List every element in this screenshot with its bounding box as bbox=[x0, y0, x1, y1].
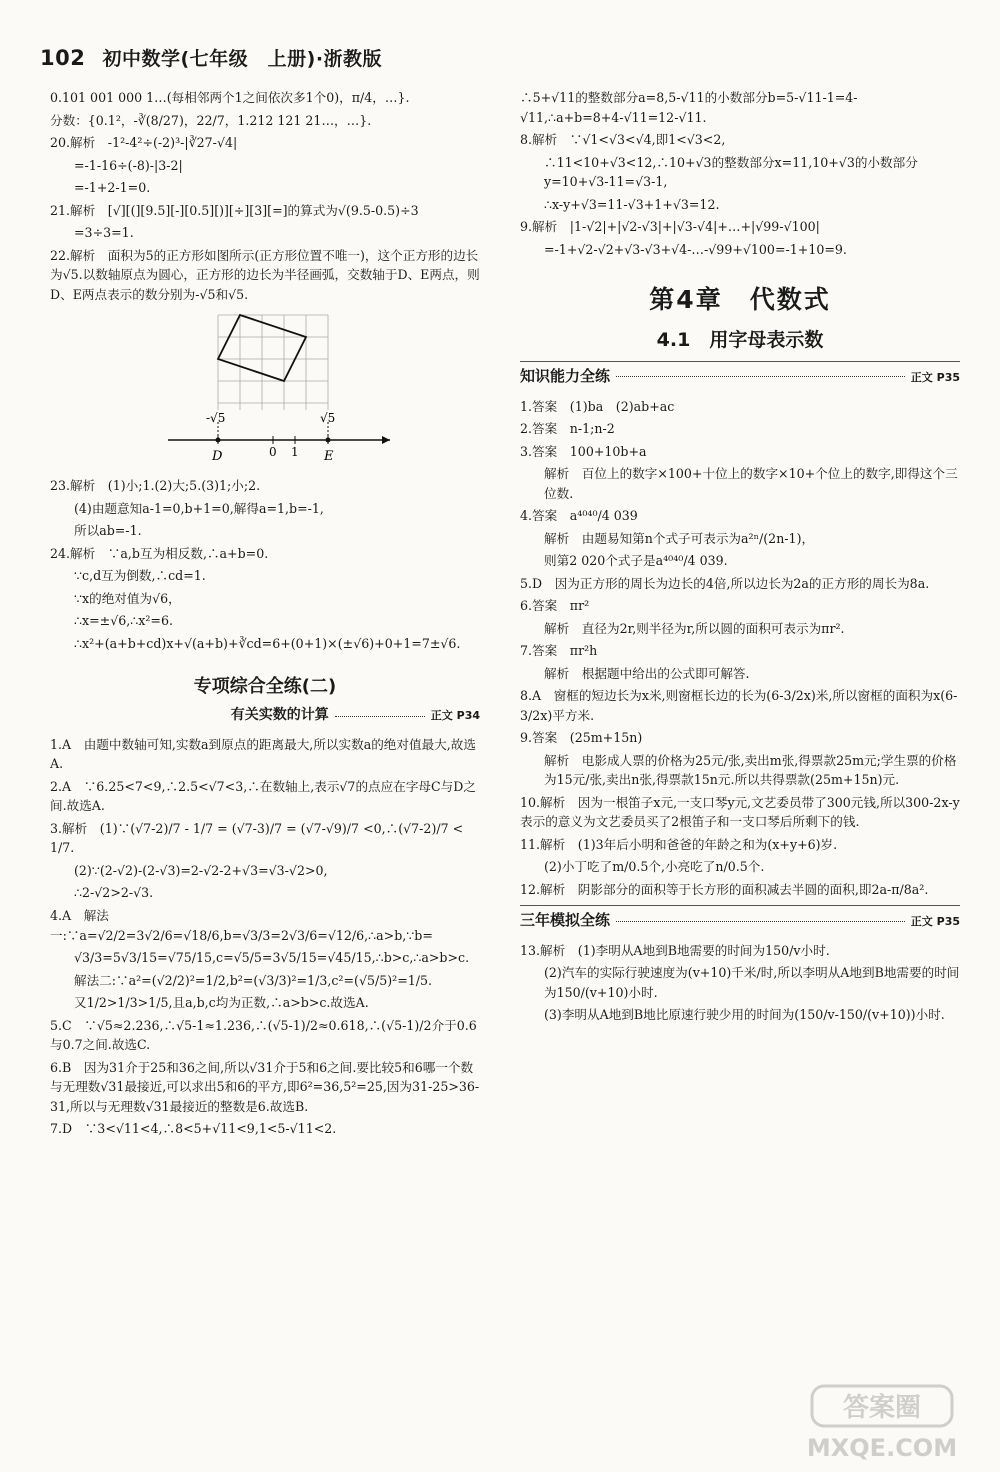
page-ref: 正文 P35 bbox=[910, 915, 960, 929]
exercise-bar-title: 三年模拟全练 bbox=[520, 911, 611, 930]
left-column bbox=[50, 88, 480, 1142]
left-line: 4.A 解法一:∵a=√2/2=3√2/6=√18/6,b=√3/3=2√3/6=√12/6,∴a>b,∵b= bbox=[50, 907, 433, 943]
tick-0: 0 bbox=[269, 445, 277, 460]
answer-line: 解析 直径为2r,则半径为r,所以圆的面积可表示为πr². bbox=[544, 620, 845, 636]
left-line: ∵x的绝对值为√6， bbox=[74, 590, 181, 606]
right-line: ∴x-y+√3=11-√3+1+√3=12. bbox=[544, 196, 720, 212]
right-line: =-1+√2-√2+√3-√3+√4-…-√99+√100=-1+10=9. bbox=[544, 241, 847, 257]
page-header bbox=[40, 44, 382, 71]
left-line: 5.C ∵√5≈2.236,∴√5-1≈1.236,∴(√5-1)/2≈0.618,∴(√5-1)/2介于0.6与0.7之间.故选C. bbox=[50, 1017, 477, 1053]
left-line: 分数：{0.1²，-∛(8/27)，22/7，1.212 121 21…，…}. bbox=[50, 112, 372, 128]
left-line: 22.解析 面积为5的正方形如图所示(正方形位置不唯一)，这个正方形的边长为√5.以数轴原点为圆心，正方形的边长为半径画弧，交数轴于D、E两点，则D、E两点表示的数分别为-√5和√5. bbox=[50, 247, 480, 302]
answer-line: 11.解析 (1)3年后小明和爸爸的年龄之和为(x+y+6)岁. bbox=[520, 836, 838, 852]
left-line: 20.解析 -1²-4²÷(-2)³-|∛27-√4| bbox=[50, 135, 238, 151]
answer-line: (2)小丁吃了m/0.5个,小亮吃了n/0.5个. bbox=[544, 859, 765, 875]
left-line: 3.解析 (1)∵(√7-2)/7 - 1/7 = (√7-3)/7 = (√7-√9)/7 <0,∴(√7-2)/7 < 1/7. bbox=[50, 820, 464, 856]
answer-line: 5.D 因为正方形的周长为边长的4倍,所以边长为2a的正方形的周长为8a. bbox=[520, 575, 930, 591]
exercise-bar-title: 知识能力全练 bbox=[520, 367, 611, 386]
left-line: 7.D ∵3<√11<4,∴8<5+√11<9,1<5-√11<2. bbox=[50, 1121, 337, 1137]
exercise-bar-1 bbox=[520, 361, 960, 388]
answer-line: 解析 由题易知第n个式子可表示为a²ⁿ/(2n-1)， bbox=[544, 530, 815, 546]
right-line: ∴11<10+√3<12,∴10+√3的整数部分x=11,10+√3的小数部分y=10+√3-11=√3-1, bbox=[544, 154, 918, 190]
answer-line: 则第2 020个式子是a⁴⁰⁴⁰/4 039. bbox=[544, 553, 728, 569]
leader-dots bbox=[616, 376, 905, 377]
watermark-mark: 答案圈 bbox=[842, 1393, 922, 1423]
square-number-line-figure bbox=[168, 310, 398, 470]
left-line: 0.101 001 000 1…(每相邻两个1之间依次多1个0)，π/4，…}. bbox=[50, 90, 410, 105]
left-line: (2)∵(2-√2)-(2-√3)=2-√2-2+√3=√3-√2>0, bbox=[74, 862, 328, 878]
left-line: =-1-16÷(-8)-|3-2| bbox=[74, 157, 183, 173]
page-ref: 正文 P35 bbox=[910, 371, 960, 385]
left-line: 24.解析 ∵a,b互为相反数,∴a+b=0. bbox=[50, 545, 269, 561]
left-line: 21.解析 [√][(][9.5][-][0.5][)][÷][3][=]的算式为√(9.5-0.5)÷3 bbox=[50, 202, 419, 218]
answer-line: (2)汽车的实际行驶速度为(v+10)千米/时,所以李明从A地到B地需要的时间为150/(v+10)小时. bbox=[544, 965, 960, 1000]
exercise-bar-2 bbox=[520, 905, 960, 932]
answer-line: 10.解析 因为一根笛子x元,一支口琴y元,文艺委员带了300元钱,所以300-2x-y表示的意义为文艺委员买了2根笛子和一支口琴后所剩下的钱. bbox=[520, 794, 960, 830]
right-line: 8.解析 ∵√1<√3<√4,即1<√3<2, bbox=[520, 132, 726, 148]
answer-line: 1.答案 (1)ba (2)ab+ac bbox=[520, 398, 675, 414]
label-d: D bbox=[212, 449, 223, 465]
label-sqrt5: √5 bbox=[320, 411, 336, 426]
point-d bbox=[216, 438, 221, 443]
left-line: (4)由题意知a-1=0,b+1=0,解得a=1,b=-1, bbox=[74, 500, 324, 516]
left-line: ∴2-√2>2-√3. bbox=[74, 885, 154, 901]
left-line: 又1/2>1/3>1/5,且a,b,c均为正数,∴a>b>c.故选A. bbox=[74, 995, 369, 1011]
answer-line: 4.答案 a⁴⁰⁴⁰/4 039 bbox=[520, 508, 638, 524]
answer-line: 解析 百位上的数字×100+十位上的数字×10+个位上的数字,即得这个三位数. bbox=[544, 466, 958, 501]
page-number: 102 bbox=[40, 46, 86, 70]
left-line: 6.B 因为31介于25和36之间,所以√31介于5和6之间.要比较5和6哪一个数与无理数√31最接近,可以求出5和6的平方,即6²=36,5²=25,因为31-25>36-31,所以与无理数√31最接近的整数是6.故选B. bbox=[50, 1059, 480, 1114]
answer-line: 2.答案 n-1;n-2 bbox=[520, 421, 615, 437]
leader-dots bbox=[616, 921, 905, 922]
answer-line: 13.解析 (1)李明从A地到B地需要的时间为150/v小时. bbox=[520, 942, 830, 958]
left-line: ∵c,d互为倒数,∴cd=1. bbox=[74, 568, 206, 584]
right-line: 9.解析 |1-√2|+|√2-√3|+|√3-√4|+…+|√99-√100| bbox=[520, 219, 820, 235]
left-line: 1.A 由题中数轴可知,实数a到原点的距离最大,所以实数a的绝对值最大,故选A. bbox=[50, 736, 476, 772]
tick-1: 1 bbox=[291, 445, 299, 460]
answer-line: 9.答案 (25m+15n) bbox=[520, 730, 643, 746]
answer-line: 12.解析 阴影部分的面积等于长方形的面积减去半圆的面积,即2a-π/8a². bbox=[520, 881, 929, 897]
right-column bbox=[520, 88, 960, 1028]
subsection-heading bbox=[50, 705, 480, 727]
label-neg-sqrt5: -√5 bbox=[206, 411, 226, 426]
page-ref: 正文 P34 bbox=[430, 709, 480, 723]
special-section-title: 专项综合全练(二) bbox=[193, 676, 337, 698]
answer-line: 解析 电影成人票的价格为25元/张,卖出m张,得票款25m元;学生票的价格为15元/张,卖出n张,得票款15n元.所以共得票款(25m+15n)元. bbox=[544, 752, 957, 788]
chapter-title: 第4章 代数式 bbox=[649, 285, 831, 315]
right-line: ∴5+√11的整数部分a=8,5-√11的小数部分b=5-√11-1=4-√11,∴a+b=8+4-√11=12-√11. bbox=[520, 90, 858, 125]
left-line: 2.A ∵6.25<7<9,∴2.5<√7<3,∴在数轴上,表示√7的点应在字母C与D之间.故选A. bbox=[50, 778, 476, 814]
watermark-svg bbox=[792, 1384, 972, 1464]
answer-line: 6.答案 πr² bbox=[520, 598, 590, 614]
figure-svg bbox=[168, 310, 398, 470]
answer-line: 8.A 窗框的短边长为x米,则窗框长边的长为(6-3/2x)米,所以窗框的面积为x(6-3/2x)平方米. bbox=[520, 688, 958, 723]
watermark-logo bbox=[792, 1384, 972, 1464]
left-line: √3/3=5√3/15=√75/15,c=√5/5=3√5/15=√45/15,∴b>c,∴a>b>c. bbox=[74, 950, 470, 966]
left-line: =-1+2-1=0. bbox=[74, 180, 151, 196]
answer-line: 解析 根据题中给出的公式即可解答. bbox=[544, 665, 750, 681]
answer-line: 3.答案 100+10b+a bbox=[520, 443, 647, 459]
left-line: =3÷3=1. bbox=[74, 225, 134, 241]
left-line: 23.解析 (1)小;1.(2)大;5.(3)1;小;2. bbox=[50, 478, 261, 494]
left-line: 解法二:∵a²=(√2/2)²=1/2,b²=(√3/3)²=1/3,c²=(√5/5)²=1/5. bbox=[74, 972, 433, 988]
book-title: 初中数学(七年级 上册)·浙教版 bbox=[102, 48, 383, 70]
leader-dots bbox=[335, 715, 425, 717]
left-line: ∴x²+(a+b+cd)x+√(a+b)+∛cd=6+(0+1)×(±√6)+0+1=7±√6. bbox=[74, 635, 461, 651]
answer-line: 7.答案 πr²h bbox=[520, 643, 598, 659]
label-e: E bbox=[324, 449, 334, 465]
watermark-text: MXQE.COM bbox=[806, 1434, 958, 1462]
left-line: 所以ab=-1. bbox=[74, 523, 142, 539]
section-title: 4.1 用字母表示数 bbox=[656, 328, 824, 351]
subsection-title: 有关实数的计算 bbox=[230, 707, 329, 724]
point-e bbox=[326, 438, 331, 443]
arrow-head bbox=[382, 436, 390, 444]
answer-line: (3)李明从A地到B地比原速行驶少用的时间为(150/v-150/(v+10))小时. bbox=[544, 1007, 945, 1023]
left-line: ∴x=±√6,∴x²=6. bbox=[74, 613, 173, 629]
